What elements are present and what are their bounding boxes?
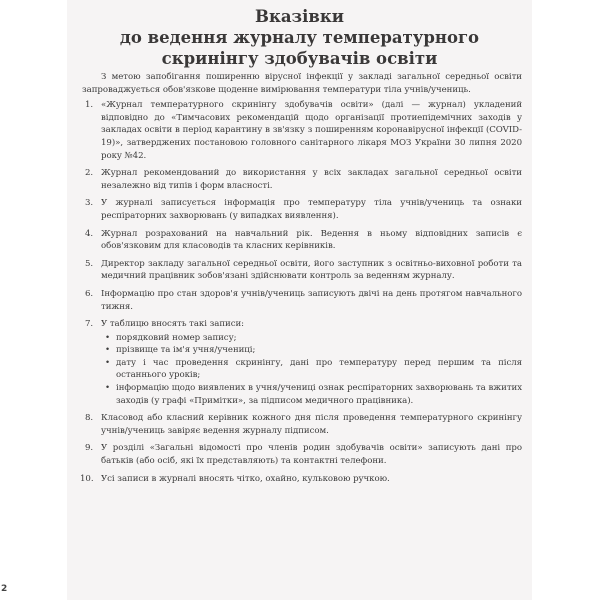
title-line-2: до ведення журналу температурного: [119, 28, 480, 47]
page-number: 2: [1, 584, 8, 594]
page-title: [67, 6, 532, 69]
sub-item: • порядковий номер запису;: [105, 332, 237, 343]
title-line-1: Вказівки: [255, 7, 344, 26]
item-text: Класовод або класний керівник кожного дня після проведення температурного скринінгу учнів/учениць завіряє ведення журналу підписом.: [101, 413, 522, 436]
item-number: 1.: [85, 100, 94, 111]
item-text: Журнал розрахований на навчальний рік. Ведення в ньому відповідних записів є обов'язковим для класоводів та класних керівників.: [101, 228, 522, 252]
document-page: [67, 0, 532, 600]
list-item-5: [82, 258, 522, 283]
list-item-4: [82, 228, 522, 253]
bullet-icon: •: [105, 383, 111, 394]
list-item-8: [82, 412, 522, 437]
list-item-2: [82, 167, 522, 192]
list-item-1: [82, 99, 522, 162]
intro-paragraph: З метою запобігання поширенню вірусної інфекції у закладі загальної середньої освіти запроваджується обов'язкове щоденне вимірювання температури тіла учнів/учениць.: [82, 72, 522, 95]
list-item-7: [82, 318, 522, 407]
bullet-icon: •: [105, 345, 111, 356]
item-number: 5.: [85, 258, 94, 269]
item-text: Інформацію про стан здоров'я учнів/учениць записують двічі на день протягом навчального тижня.: [101, 288, 522, 312]
list-item-9: [82, 442, 522, 467]
item-number: 3.: [85, 198, 94, 209]
item-text: У журналі записується інформація про температуру тіла учнів/учениць та ознаки респіраторних захворювань (у випадках виявлення).: [101, 198, 522, 221]
sub-item: • інформацію щодо виявлених в учня/учениці ознак респіраторних захворювань та вжитих заходів (у графі «Примітки», за підписом медичного працівника).: [105, 383, 522, 406]
item-number: 9.: [85, 443, 94, 454]
bullet-icon: •: [105, 357, 111, 368]
item-text: Журнал рекомендований до використання у всіх закладах загальної середньої освіти незалежно від типів і форм власності.: [101, 168, 522, 191]
item-number: 7.: [85, 319, 94, 330]
bullet-icon: •: [105, 332, 111, 343]
document-body: [82, 71, 522, 490]
item-text: У розділі «Загальні відомості про членів родин здобувачів освіти» записують дані про батьків (або осіб, які їх представляють) та контактні телефони.: [101, 443, 522, 467]
item-text: У таблицю вносять такі записи:: [101, 319, 244, 330]
item-text: Усі записи в журналі вносять чітко, охайно, кульковою ручкою.: [101, 473, 390, 484]
sub-item: • прізвище та ім'я учня/учениці;: [105, 345, 256, 356]
item-text: «Журнал температурного скринінгу здобувачів освіти» (далі — журнал) укладений відповідно до «Тимчасових рекомендацій щодо організації протиепідемічних заходів у закладах освіти в період карантину в зв'язку з поширенням коронавірусної інфекції (COVID-19)», затверджених постановою головного санітарного лікаря МОЗ України 30 липня 2020 року №42.: [101, 100, 522, 161]
title-line-3: скринінгу здобувачів освіти: [161, 49, 438, 68]
item-number: 2.: [85, 168, 94, 179]
item-text: Директор закладу загальної середньої освіти, його заступник з освітньо-виховної роботи та медичний працівник зобов'язані здійснювати контроль за веденням журналу.: [101, 258, 522, 282]
sub-item: • дату і час проведення скринінгу, дані про температуру перед першим та після останнього уроків;: [105, 357, 522, 381]
list-item-6: [82, 288, 522, 313]
item-number: 8.: [85, 413, 94, 424]
item-number: 4.: [85, 228, 94, 239]
item-number: 6.: [85, 288, 94, 299]
item-number: 10.: [80, 473, 94, 484]
list-item-10: [82, 473, 522, 486]
sub-list: [101, 332, 522, 408]
list-item-3: [82, 197, 522, 222]
